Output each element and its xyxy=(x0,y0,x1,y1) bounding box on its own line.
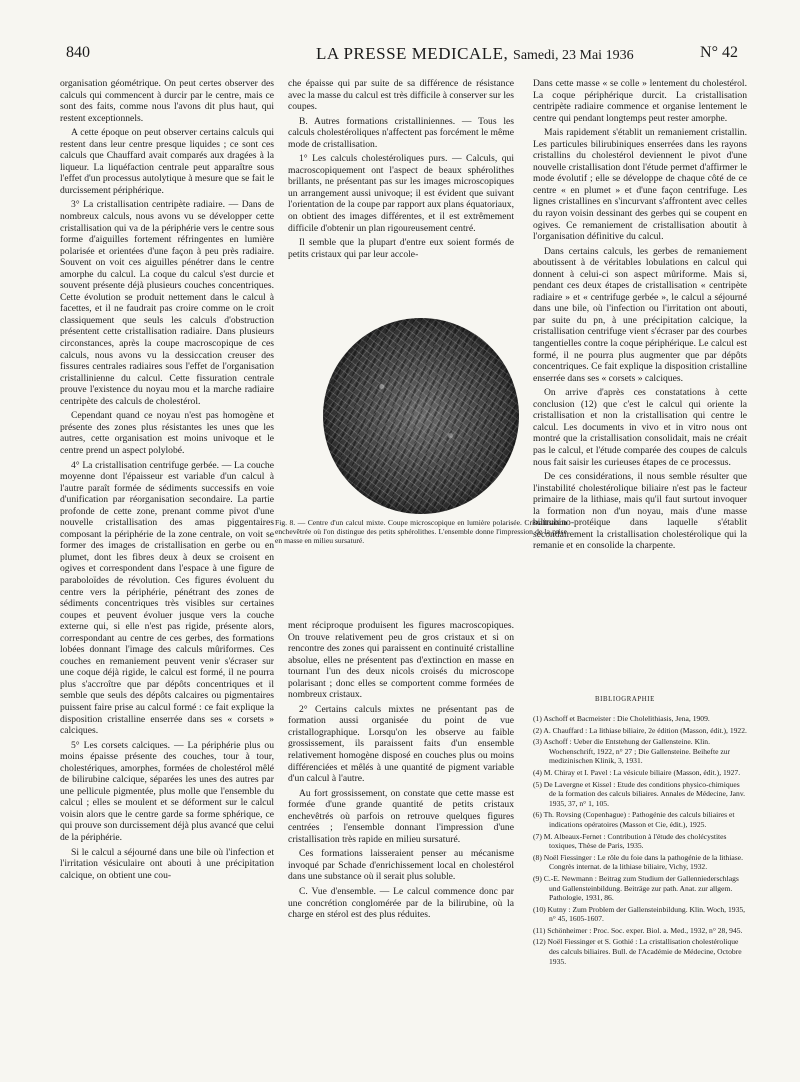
paragraph: 2° Certains calculs mixtes ne présentant pas de formation aussi organisée du point de vue cristallographique. Lorsqu'on les observe au faible grossissement, ils paraissent faits d'un ensemble relativement homogène disposé en couches plus ou moins différenciées et mêlés à une quantité de pigment variable d'un calcul à l'autre. xyxy=(288,703,514,785)
issue-date: Samedi, 23 Mai 1936 xyxy=(513,48,634,63)
bibliography-entry: (5) De Lavergne et Kissel : Etude des conditions physico-chimiques de la formation des calculs biliaires. Annales de Médecine, Janv. 1935, 37, n° 1, 105. xyxy=(533,779,746,808)
paragraph: 3° La cristallisation centripète radiaire. — Dans de nombreux calculs, nous avons vu se développer cette cristallisation qui va de la périphérie vers le centre sous forme d'aiguilles fortement réfringentes en lumière polarisée et orientées d'une façon à peu près radiaire. Souvent on voit ces aiguilles pénétrer dans le centre amorphe du calcul. La coque du calcul s'est durcie et souvent présente déjà plusieurs couches concentriques. Cette évolution se produit nettement dans le calcul à facettes, et il ne faudrait pas croire comme on le croit classiquement que seuls les calculs d'obstruction présentent cette cristallisation radiaire. Dans plusieurs circonstances, après la coupe macroscopique de ces calculs, nous avons vu la dessiccation creuser des fissures centrales radiaires sous l'effet de l'organisation cristallinienne du calcul. Cette fissuration centrale prouve l'existence du noyau mou et la marche radiaire centripète des calculs de cholestérol. xyxy=(60,199,274,407)
page-number: 840 xyxy=(66,44,90,61)
bibliography-entry: (7) M. Albeaux-Fernet : Contribution à l'étude des cholécystites toxiques, Thèse de Paris, 1935. xyxy=(533,831,727,851)
bibliography-entry: (12) Noël Fiessinger et S. Gothié : La cristallisation cholestérolique des calculs biliaires. Bull. de l'Académie de Médecine, Octobre 1935. xyxy=(533,937,742,966)
page-header xyxy=(66,44,738,66)
paragraph: Dans certains calculs, les gerbes de remaniement aboutissent à de véritables lobulations en calcul qui donnent à celui-ci son aspect mûriforme. Mais si, pendant ces deux étapes de cristallisation « centripète radiaire » et « centrifuge gerbée », le calcul a séjourné dans une bile, où l'infection ou l'irritation ont abouti, par suite du pn, à une précipitation calcique, la cristallisation centrifuge vient s'écraser par des courbes tangentielles contre la coque périphérique. Le calcul est formé, il ne pourra plus augmenter que par dépôts concentriques. Ce fait explique la disposition cristalline enserrée dans ses « corsets » calciques. xyxy=(533,245,747,384)
column-2-top xyxy=(288,78,514,263)
paragraph: organisation géométrique. On peut certes observer des calculs qui commencent à durcir par le centre, mais ce sont des faits, comme nous l'avons dit plus haut, qui restent exceptionnels. xyxy=(60,78,274,124)
bibliography-entry: (11) Schönheimer : Proc. Soc. exper. Biol. a. Med., 1932, n° 28, 945. xyxy=(533,925,743,935)
bibliography-entry: (4) M. Chiray et I. Pavel : La vésicule biliaire (Masson, édit.), 1927. xyxy=(533,767,741,777)
paragraph: Mais rapidement s'établit un remaniement cristallin. Les particules bilirubiniques enserrées dans les rayons cristallins du cholestérol deviennent le pivot d'une nouvelle cristallisation dont l'étude permet d'affirmer le mode évolutif ; elle se développe de chaque côté de ce centre « en plumet » et d'une façon centrifuge. Les lignes cristallines en s'incurvant s'affrontent avec celles du rayon voisin dessinant des gerbes qui se coupent en ogives. Ce remaniement de cristallisation aboutit à l'organisation définitive du calcul. xyxy=(533,127,747,243)
microscope-image xyxy=(323,318,519,514)
bibliography-entry: (1) Aschoff et Bacmeister : Die Cholelithiasis, Jena, 1909. xyxy=(533,714,710,723)
paragraph: B. Autres formations cristalliniennes. — Tous les calculs cholestéroliques n'affectent pas forcément le même mode de cristallisation. xyxy=(288,115,514,150)
paragraph: Cependant quand ce noyau n'est pas homogène et présente des zones plus résistantes les unes que les autres, cette organisation est moins univoque et le centre prend un aspect polylobé. xyxy=(60,410,274,456)
issue-number: N° 42 xyxy=(700,44,738,61)
bibliography-list xyxy=(533,714,747,968)
column-2-bottom xyxy=(288,620,514,924)
paragraph: De ces considérations, il nous semble résulter que l'instabilité cholestérolique biliaire n'est pas le facteur primaire de la lithiase, mais qu'il faut surtout invoquer la formation non d'un noyau, mais d'une masse bilirubino-protéique dans laquelle s'établit secondairement la cristallisation cholestérolique qui la remanie et en consolide la charpente. xyxy=(533,471,747,552)
paragraph: Si le calcul a séjourné dans une bile où l'infection et l'irritation vésiculaire ont abouti à une précipitation calcique, on obtient une cou- xyxy=(60,846,274,881)
bibliography-entry: (9) C.-E. Newmann : Beitrag zum Studium der Gallenniederschlags und Gallensteinbildung. Beiträge zur path. Anat. zur allgem. Pathologie, 1931, 86. xyxy=(533,873,739,903)
figure-8 xyxy=(275,318,567,580)
paragraph: Dans cette masse « se colle » lentement du cholestérol. La coque périphérique durcit. La cristallisation centripète radiaire commence et organise lentement le centre qui pendant longtemps peut rester amorphe. xyxy=(533,78,747,124)
bibliography-entry: (3) Aschoff : Ueber die Entstehung der Gallensteine. Klin. Wochenschrift, 1922, n° 27 ; Die Gallensteine. Beihefte zur medizinischen Klinik, 3, 1931. xyxy=(533,737,731,766)
column-3 xyxy=(533,78,747,555)
bibliography-title: BIBLIOGRAPHIE xyxy=(595,696,655,703)
paragraph: Il semble que la plupart d'entre eux soient formés de petits cristaux qui par leur accole- xyxy=(288,237,514,260)
journal-title xyxy=(316,44,634,64)
bibliography-entry: (8) Noël Fiessinger : Le rôle du foie dans la pathogénie de la lithiase. Congrès internat. de la lithiase biliaire, Vichy, 1932. xyxy=(533,852,744,872)
paragraph: ment réciproque produisent les figures macroscopiques. On trouve relativement peu de gros cristaux et si on rencontre des zones qui paraissent en continuité cristalline absolue, elles ne présentent pas d'extinction en masse en tournant l'un des deux nicols croisés du microscope polarisant ; donc elles se comportent comme formées de nombreux cristaux. xyxy=(288,620,514,701)
paragraph: On arrive d'après ces constatations à cette conclusion (12) que c'est le calcul qui oriente la cristallisation et non la cristallisation qui centre le calcul. Les documents in vivo et in vitro nous ont montré que la cristallisation consolidait, mais ne créait pas le calcul, et l'étude comparée des coupes de calculs nous fait saisir les curieuses étapes de ce processus. xyxy=(533,387,747,468)
journal-name: LA PRESSE MEDICALE, xyxy=(316,44,509,63)
bibliography-entry: (10) Kutny : Zum Problem der Gallensteinbildung. Klin. Woch, 1935, n° 45, 1605-1607. xyxy=(533,904,746,924)
figure-caption: Fig. 8. — Centre d'un calcul mixte. Coupe microscopique en lumière polarisée. Cristallisation enchevêtrée où l'on distingue des petits sphérolithes. L'ensemble donne l'impression de la prise en masse en milieu sursaturé. xyxy=(275,518,567,546)
paragraph: 1° Les calculs cholestéroliques purs. — Calculs, qui macroscopiquement ont l'aspect de beaux sphérolithes brillants, ne présentant pas sur les images microscopiques un arrangement aussi univoque; il est évident que suivant l'orientation de la coupe par rapport aux plans équatoriaux, on obtient des images différentes, et il est extrêmement difficile d'obtenir un plan rigoureusement centré. xyxy=(288,153,514,234)
bibliography-entry: (6) Th. Rovsing (Copenhague) : Pathogénie des calculs biliaires et indications opératoires (Masson et Cie, édit.), 1925. xyxy=(533,810,735,829)
bibliography-entry: (2) A. Chauffard : La lithiase biliaire, 2e édition (Masson, édit.), 1922. xyxy=(533,725,747,735)
paragraph: Ces formations laisseraient penser au mécanisme invoqué par Schade d'enrichissement local en cholestérol dans une substance où il serait plus soluble. xyxy=(288,848,514,883)
paragraph: 5° Les corsets calciques. — La périphérie plus ou moins épaisse présente des couches, tour à tour, cholestériques, amorphes, formées de cholestérol mêlé de bilirubine calcique, séparées les unes des autres par une pellicule pigmentée, plus molle que l'ensemble du calcul ; elles se moulent et se déforment sur le calcul voisin alors que le centre garde sa forme sphérique, ce qui prouve son durcissement déjà plus avancé que celui de la périphérie. xyxy=(60,739,274,843)
paragraph: 4° La cristallisation centrifuge gerbée. — La couche moyenne dont l'épaisseur est variable d'un calcul à l'autre paraît formée de sédiments successifs en voie d'unification par réorganisation secondaire. La partie profonde de cette zone, prenant comme pivot d'une nouvelle cristallisation des amas piggentaires composant la périphérie de la zone centrale, on voit se former des images de cristallisation en gerbe ou en plumet, dont les fibres deux à deux se croisent en ogives et correspondent dans l'espace à une figure de paraboloïdes de révolution. Ces figures évoluent du centre vers la périphérie, pénétrant des zones de sédiments concentriques très visibles sur certaines coupes et peuvent évoluer jusque vers la couche externe qui, si elle n'est pas rigide, présente alors, correspondant au centre de ces gerbes, des formations lobées donnant l'image des calculs mûriformes. Ces couches en remaniement peuvent venir s'écraser sur une coque déjà rigide, le calcul est formé, il ne pourra plus s'accroître que par dépôts concentriques et il semble que seuls des dépôts calcaires ou pigmentaires puissent faire prise au calcul formé : ce fait explique la disposition cristalline enserrée dans ses « corsets » calciques. xyxy=(60,459,274,737)
paragraph: A cette époque on peut observer certains calculs qui restent dans leur centre presque liquides ; ce sont ces calculs que Chauffard avait comparés aux dragées à la liqueur. La liquéfaction centrale peut apparaître sous l'effet d'un processus autolytique à mesure que se fait le durcissement périphérique. xyxy=(60,127,274,196)
paragraph: Au fort grossissement, on constate que cette masse est formée d'une grande quantité de petits cristaux enchevêtrés où parfois on retrouve quelques figures centrées ; l'ensemble donnant l'impression d'une cristallisation très rapide en milieu sursaturé. xyxy=(288,787,514,845)
paragraph: C. Vue d'ensemble. — Le calcul commence donc par une concrétion conglomérée par de la bilirubine, où la charge en stérol est des plus réduites. xyxy=(288,886,514,921)
paragraph: che épaisse qui par suite de sa différence de résistance avec la masse du calcul est très difficile à conserver sur les coupes. xyxy=(288,78,514,113)
column-1 xyxy=(60,78,274,884)
